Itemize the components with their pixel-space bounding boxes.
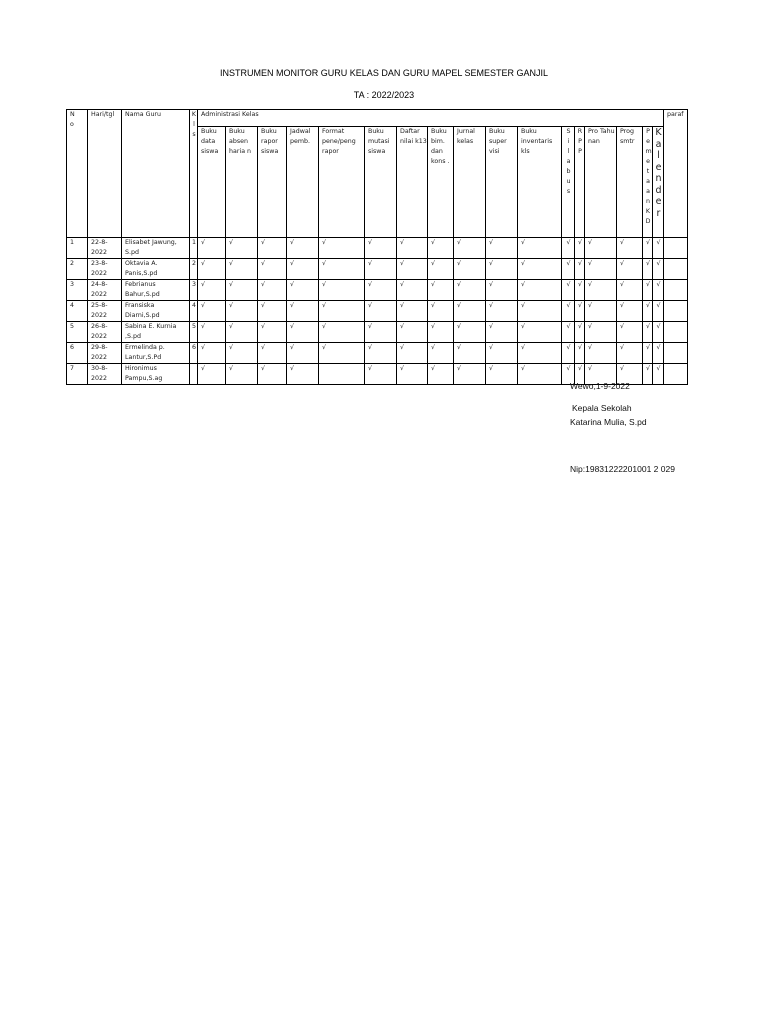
- check-mark: √: [575, 280, 585, 301]
- row-kls: 6: [190, 343, 198, 364]
- header-admin-label: S i l a b u s: [566, 128, 571, 195]
- row-no: 7: [67, 364, 88, 385]
- check-mark: √: [258, 238, 287, 259]
- check-mark: √: [486, 343, 518, 364]
- row-kls: 5: [190, 322, 198, 343]
- signature-role: Kepala Sekolah: [572, 403, 632, 413]
- check-mark: √: [653, 280, 664, 301]
- check-mark: √: [486, 364, 518, 385]
- row-no: 2: [67, 259, 88, 280]
- table-row: [67, 238, 688, 259]
- check-mark: √: [226, 301, 258, 322]
- row-teacher-name: Hironimus Pampu,S.ag: [122, 364, 190, 385]
- check-mark: √: [428, 322, 454, 343]
- check-mark: √: [643, 364, 653, 385]
- check-mark: √: [258, 301, 287, 322]
- row-teacher-name: Febrianus Bahur,S.pd: [122, 280, 190, 301]
- check-mark: √: [397, 343, 428, 364]
- check-mark: √: [454, 280, 486, 301]
- check-mark: √: [585, 301, 617, 322]
- check-mark: √: [653, 364, 664, 385]
- row-teacher-name: Fransiska Diarni,S.pd: [122, 301, 190, 322]
- check-mark: √: [486, 259, 518, 280]
- check-mark: √: [518, 301, 562, 322]
- row-kls: 2: [190, 259, 198, 280]
- check-mark: √: [319, 280, 365, 301]
- check-mark: √: [518, 343, 562, 364]
- check-mark: √: [428, 343, 454, 364]
- header-admin-col: [653, 127, 664, 238]
- check-mark: √: [653, 259, 664, 280]
- check-mark: √: [454, 364, 486, 385]
- row-paraf: [664, 364, 688, 385]
- row-kls: 3: [190, 280, 198, 301]
- check-mark: √: [585, 343, 617, 364]
- table-row: [67, 259, 688, 280]
- row-kls: 1: [190, 238, 198, 259]
- check-mark: √: [397, 259, 428, 280]
- check-mark: √: [365, 280, 397, 301]
- row-paraf: [664, 301, 688, 322]
- row-kls: 4: [190, 301, 198, 322]
- check-mark: √: [319, 259, 365, 280]
- document-subtitle: TA : 2022/2023: [353, 90, 415, 100]
- monitor-table: [66, 109, 688, 385]
- check-mark: √: [226, 364, 258, 385]
- check-mark: √: [226, 238, 258, 259]
- row-date: 22-8-2022: [88, 238, 122, 259]
- check-mark: √: [428, 259, 454, 280]
- check-mark: √: [258, 364, 287, 385]
- check-mark: √: [226, 280, 258, 301]
- check-mark: √: [585, 280, 617, 301]
- check-mark: √: [397, 322, 428, 343]
- row-no: 6: [67, 343, 88, 364]
- header-admin-col: Daftar nilai k13: [397, 127, 428, 238]
- check-mark: √: [575, 301, 585, 322]
- check-mark: √: [585, 364, 617, 385]
- table-row: [67, 301, 688, 322]
- row-teacher-name: Ermelinda p. Lantur,S.Pd: [122, 343, 190, 364]
- row-no: 1: [67, 238, 88, 259]
- check-mark: √: [365, 301, 397, 322]
- check-mark: √: [454, 343, 486, 364]
- check-mark: √: [617, 238, 643, 259]
- document-title: INSTRUMEN MONITOR GURU KELAS DAN GURU MAPEL SEMESTER GANJIL: [219, 68, 549, 78]
- check-mark: √: [226, 259, 258, 280]
- check-mark: √: [585, 238, 617, 259]
- check-mark: √: [365, 343, 397, 364]
- check-mark: √: [428, 301, 454, 322]
- check-mark: √: [653, 343, 664, 364]
- check-mark: [319, 364, 365, 385]
- check-mark: √: [198, 364, 226, 385]
- check-mark: √: [562, 343, 575, 364]
- table-row: [67, 322, 688, 343]
- check-mark: √: [643, 322, 653, 343]
- row-no: 4: [67, 301, 88, 322]
- check-mark: √: [454, 259, 486, 280]
- row-date: 24-8-2022: [88, 280, 122, 301]
- check-mark: √: [562, 322, 575, 343]
- header-admin-col: [562, 127, 575, 238]
- header-kls-label: K l s: [191, 111, 197, 138]
- check-mark: √: [319, 322, 365, 343]
- header-admin-col: [575, 127, 585, 238]
- header-admin-col: Buku bim. dan kons .: [428, 127, 454, 238]
- header-admin-col: Pro Tahu nan: [585, 127, 617, 238]
- check-mark: √: [454, 238, 486, 259]
- check-mark: √: [518, 280, 562, 301]
- signature-place-date: Wewo,1-9-2022: [570, 381, 630, 391]
- check-mark: √: [319, 343, 365, 364]
- header-date: Hari/tgl: [88, 110, 122, 238]
- check-mark: √: [198, 301, 226, 322]
- header-kls: [190, 110, 198, 238]
- header-admin-col: Buku data siswa: [198, 127, 226, 238]
- check-mark: √: [287, 322, 319, 343]
- header-admin-label: R P P: [577, 128, 583, 155]
- check-mark: √: [518, 259, 562, 280]
- table-row: [67, 280, 688, 301]
- header-admin-label: K a l e n d e r: [655, 127, 662, 219]
- signature-name: Katarina Mulia, S.pd: [570, 417, 647, 427]
- check-mark: √: [643, 301, 653, 322]
- row-date: 30-8-2022: [88, 364, 122, 385]
- check-mark: √: [643, 259, 653, 280]
- check-mark: √: [562, 259, 575, 280]
- signature-nip: Nip:19831222201001 2 029: [570, 464, 675, 474]
- check-mark: √: [585, 322, 617, 343]
- check-mark: √: [198, 259, 226, 280]
- check-mark: √: [518, 238, 562, 259]
- row-date: 25-8-2022: [88, 301, 122, 322]
- header-paraf: paraf: [664, 110, 688, 238]
- row-teacher-name: Elisabet Jawung, S.pd: [122, 238, 190, 259]
- check-mark: √: [643, 280, 653, 301]
- check-mark: √: [397, 238, 428, 259]
- check-mark: √: [575, 259, 585, 280]
- header-admin-col: Jadwal pemb.: [287, 127, 319, 238]
- row-paraf: [664, 322, 688, 343]
- check-mark: √: [643, 343, 653, 364]
- check-mark: √: [198, 322, 226, 343]
- check-mark: √: [365, 259, 397, 280]
- row-teacher-name: Oktavia A. Panis,S.pd: [122, 259, 190, 280]
- check-mark: √: [365, 238, 397, 259]
- row-date: 29-8-2022: [88, 343, 122, 364]
- check-mark: √: [617, 322, 643, 343]
- row-paraf: [664, 259, 688, 280]
- check-mark: √: [454, 301, 486, 322]
- check-mark: √: [486, 301, 518, 322]
- check-mark: √: [575, 322, 585, 343]
- header-admin-col: Buku super visi: [486, 127, 518, 238]
- header-admin-col: Jurnal kelas: [454, 127, 486, 238]
- check-mark: √: [617, 259, 643, 280]
- check-mark: √: [454, 322, 486, 343]
- header-administrasi-kelas: Administrasi Kelas: [198, 110, 664, 127]
- check-mark: √: [428, 364, 454, 385]
- check-mark: √: [365, 322, 397, 343]
- header-admin-label: P e m e t a a n K D: [645, 128, 652, 225]
- check-mark: √: [287, 280, 319, 301]
- check-mark: √: [653, 322, 664, 343]
- check-mark: √: [643, 238, 653, 259]
- row-paraf: [664, 280, 688, 301]
- check-mark: √: [397, 301, 428, 322]
- check-mark: √: [397, 280, 428, 301]
- row-paraf: [664, 238, 688, 259]
- header-admin-col: Buku rapor siswa: [258, 127, 287, 238]
- header-no: [67, 110, 88, 238]
- check-mark: √: [653, 301, 664, 322]
- check-mark: √: [365, 364, 397, 385]
- row-date: 23-8-2022: [88, 259, 122, 280]
- check-mark: √: [486, 322, 518, 343]
- check-mark: √: [287, 301, 319, 322]
- header-no-label: N o: [70, 111, 75, 128]
- header-admin-col: Format pene/peng rapor: [319, 127, 365, 238]
- check-mark: √: [653, 238, 664, 259]
- check-mark: √: [575, 343, 585, 364]
- check-mark: √: [258, 259, 287, 280]
- row-no: 3: [67, 280, 88, 301]
- check-mark: √: [428, 280, 454, 301]
- check-mark: √: [428, 238, 454, 259]
- check-mark: √: [562, 280, 575, 301]
- check-mark: √: [287, 259, 319, 280]
- row-date: 26-8-2022: [88, 322, 122, 343]
- check-mark: √: [287, 238, 319, 259]
- check-mark: √: [287, 343, 319, 364]
- header-admin-col: Buku mutasi siswa: [365, 127, 397, 238]
- check-mark: √: [562, 301, 575, 322]
- check-mark: √: [226, 343, 258, 364]
- check-mark: √: [486, 280, 518, 301]
- check-mark: √: [319, 238, 365, 259]
- row-kls: [190, 364, 198, 385]
- header-admin-col: [643, 127, 653, 238]
- check-mark: √: [518, 364, 562, 385]
- check-mark: √: [319, 301, 365, 322]
- check-mark: √: [585, 259, 617, 280]
- check-mark: √: [518, 322, 562, 343]
- check-mark: √: [397, 364, 428, 385]
- row-paraf: [664, 343, 688, 364]
- check-mark: √: [562, 364, 575, 385]
- check-mark: √: [562, 238, 575, 259]
- check-mark: √: [617, 280, 643, 301]
- check-mark: √: [486, 238, 518, 259]
- row-teacher-name: Sabina E. Kurnia ,S.pd: [122, 322, 190, 343]
- check-mark: √: [198, 343, 226, 364]
- table-row: [67, 343, 688, 364]
- check-mark: √: [617, 301, 643, 322]
- row-no: 5: [67, 322, 88, 343]
- check-mark: √: [198, 238, 226, 259]
- header-name: Nama Guru: [122, 110, 190, 238]
- check-mark: √: [287, 364, 319, 385]
- check-mark: √: [258, 343, 287, 364]
- check-mark: √: [258, 280, 287, 301]
- check-mark: √: [617, 343, 643, 364]
- header-admin-col: Prog smtr: [617, 127, 643, 238]
- check-mark: √: [198, 280, 226, 301]
- check-mark: √: [226, 322, 258, 343]
- header-admin-col: Buku inventaris kls: [518, 127, 562, 238]
- check-mark: √: [617, 364, 643, 385]
- check-mark: √: [575, 238, 585, 259]
- check-mark: √: [258, 322, 287, 343]
- check-mark: √: [575, 364, 585, 385]
- header-admin-col: Buku absen haria n: [226, 127, 258, 238]
